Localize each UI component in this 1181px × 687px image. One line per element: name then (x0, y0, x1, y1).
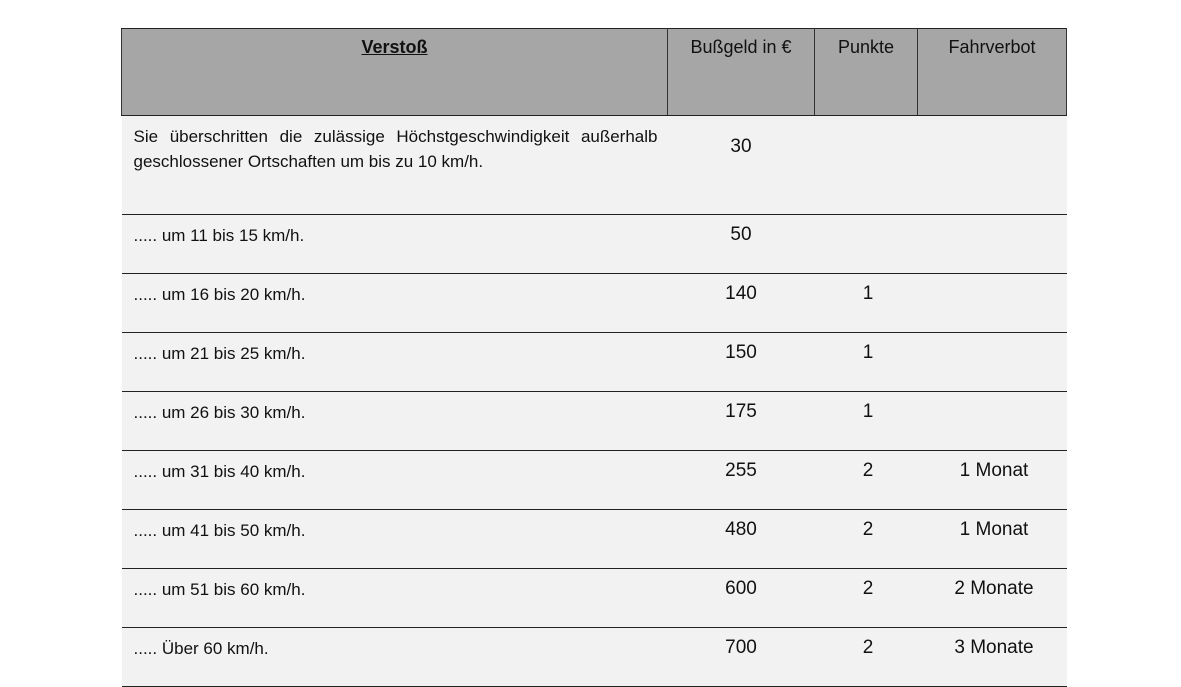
table-row (122, 510, 1067, 569)
cell-punkte: 1 (815, 392, 918, 451)
cell-fahrverbot (918, 116, 1067, 215)
cell-fahrverbot: 1 Monat (918, 451, 1067, 510)
cell-verstoss: Sie überschritten die zulässige Höchstgeschwindigkeit außerhalb geschlossener Ortschaften um bis zu 10 km/h. (122, 116, 668, 215)
header-fahrverbot: Fahrverbot (918, 29, 1067, 116)
header-bussgeld: Bußgeld in € (668, 29, 815, 116)
fines-table-container (121, 28, 1066, 687)
cell-fahrverbot: 3 Monate (918, 628, 1067, 687)
cell-bussgeld: 140 (668, 274, 815, 333)
table-row (122, 116, 1067, 215)
cell-punkte: 2 (815, 510, 918, 569)
cell-fahrverbot (918, 274, 1067, 333)
header-punkte: Punkte (815, 29, 918, 116)
cell-punkte: 2 (815, 451, 918, 510)
cell-verstoss: ..... um 41 bis 50 km/h. (122, 510, 668, 569)
cell-verstoss: ..... um 31 bis 40 km/h. (122, 451, 668, 510)
cell-punkte: 2 (815, 569, 918, 628)
cell-bussgeld: 50 (668, 215, 815, 274)
cell-punkte: 2 (815, 628, 918, 687)
cell-verstoss: ..... Über 60 km/h. (122, 628, 668, 687)
header-verstoss (122, 29, 668, 116)
cell-fahrverbot: 1 Monat (918, 510, 1067, 569)
cell-bussgeld: 30 (668, 116, 815, 215)
cell-fahrverbot: 2 Monate (918, 569, 1067, 628)
cell-punkte (815, 116, 918, 215)
cell-bussgeld: 175 (668, 392, 815, 451)
table-row (122, 392, 1067, 451)
cell-fahrverbot (918, 333, 1067, 392)
cell-verstoss: ..... um 16 bis 20 km/h. (122, 274, 668, 333)
cell-punkte: 1 (815, 333, 918, 392)
cell-punkte (815, 215, 918, 274)
table-row (122, 569, 1067, 628)
cell-bussgeld: 700 (668, 628, 815, 687)
table-row (122, 274, 1067, 333)
table-row (122, 451, 1067, 510)
table-body (122, 116, 1067, 687)
cell-bussgeld: 150 (668, 333, 815, 392)
cell-bussgeld: 600 (668, 569, 815, 628)
cell-verstoss: ..... um 11 bis 15 km/h. (122, 215, 668, 274)
cell-verstoss: ..... um 21 bis 25 km/h. (122, 333, 668, 392)
header-verstoss-label: Verstoß (361, 37, 428, 57)
cell-verstoss: ..... um 51 bis 60 km/h. (122, 569, 668, 628)
fines-table (121, 28, 1067, 687)
header-row (122, 29, 1067, 116)
cell-fahrverbot (918, 392, 1067, 451)
table-row (122, 628, 1067, 687)
table-row (122, 215, 1067, 274)
cell-fahrverbot (918, 215, 1067, 274)
table-row (122, 333, 1067, 392)
cell-verstoss: ..... um 26 bis 30 km/h. (122, 392, 668, 451)
cell-punkte: 1 (815, 274, 918, 333)
cell-bussgeld: 255 (668, 451, 815, 510)
table-header (122, 29, 1067, 116)
cell-bussgeld: 480 (668, 510, 815, 569)
